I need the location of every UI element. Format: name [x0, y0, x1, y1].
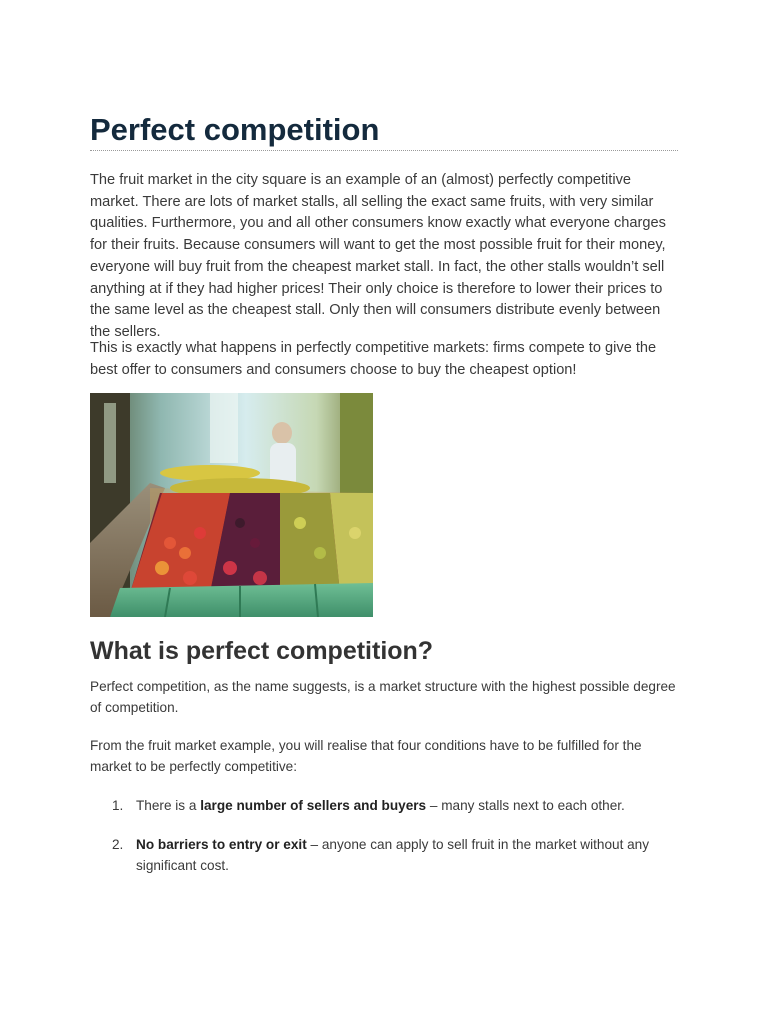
intro-paragraph-1: The fruit market in the city square is an example of an (almost) perfectly competitive market. There are lots of market stalls, all selling the exact same fruits, with very similar qualities. Furthermore, you and all other consumers know exactly what everyone charges for their fruits. Because consumers will want to get the most possible fruit for their money, everyone will buy fruit from the cheapest market stall. In fact, the other stalls wouldn’t sell anything at if they had higher prices! Their only choice is therefore to lower their prices to the same level as the cheapest stall. Only then will consumers distribute evenly between the sellers.	[90, 172, 666, 340]
list-item-bold: No barriers to entry or exit	[136, 837, 307, 852]
list-item-suffix: – anyone can apply to sell fruit in the market without any significant cost.	[136, 837, 650, 873]
intro-paragraph-2: This is exactly what happens in perfectly competitive markets: firms compete to give the best offer to consumers and consumers choose to buy the cheapest option!	[90, 340, 657, 378]
title-divider	[90, 150, 678, 151]
fruit-market-photo	[90, 393, 373, 617]
section-heading: What is perfect competition?	[90, 637, 434, 665]
section-paragraph-1: Perfect competition, as the name suggests, is a market structure with the highest possible degree of competition.	[90, 679, 676, 715]
list-item-number: 2.	[112, 837, 124, 852]
list-item-text	[136, 796, 656, 817]
list-item-number: 1.	[112, 798, 124, 813]
list-item-text	[136, 835, 656, 876]
page-title: Perfect competition	[90, 112, 380, 147]
list-item-prefix: There is a	[136, 798, 201, 813]
section-paragraph-2: From the fruit market example, you will realise that four conditions have to be fulfilled for the market to be perfectly competitive:	[90, 738, 642, 774]
list-item-bold: large number of sellers and buyers	[200, 798, 427, 813]
list-item-suffix: – many stalls next to each other.	[426, 798, 625, 813]
